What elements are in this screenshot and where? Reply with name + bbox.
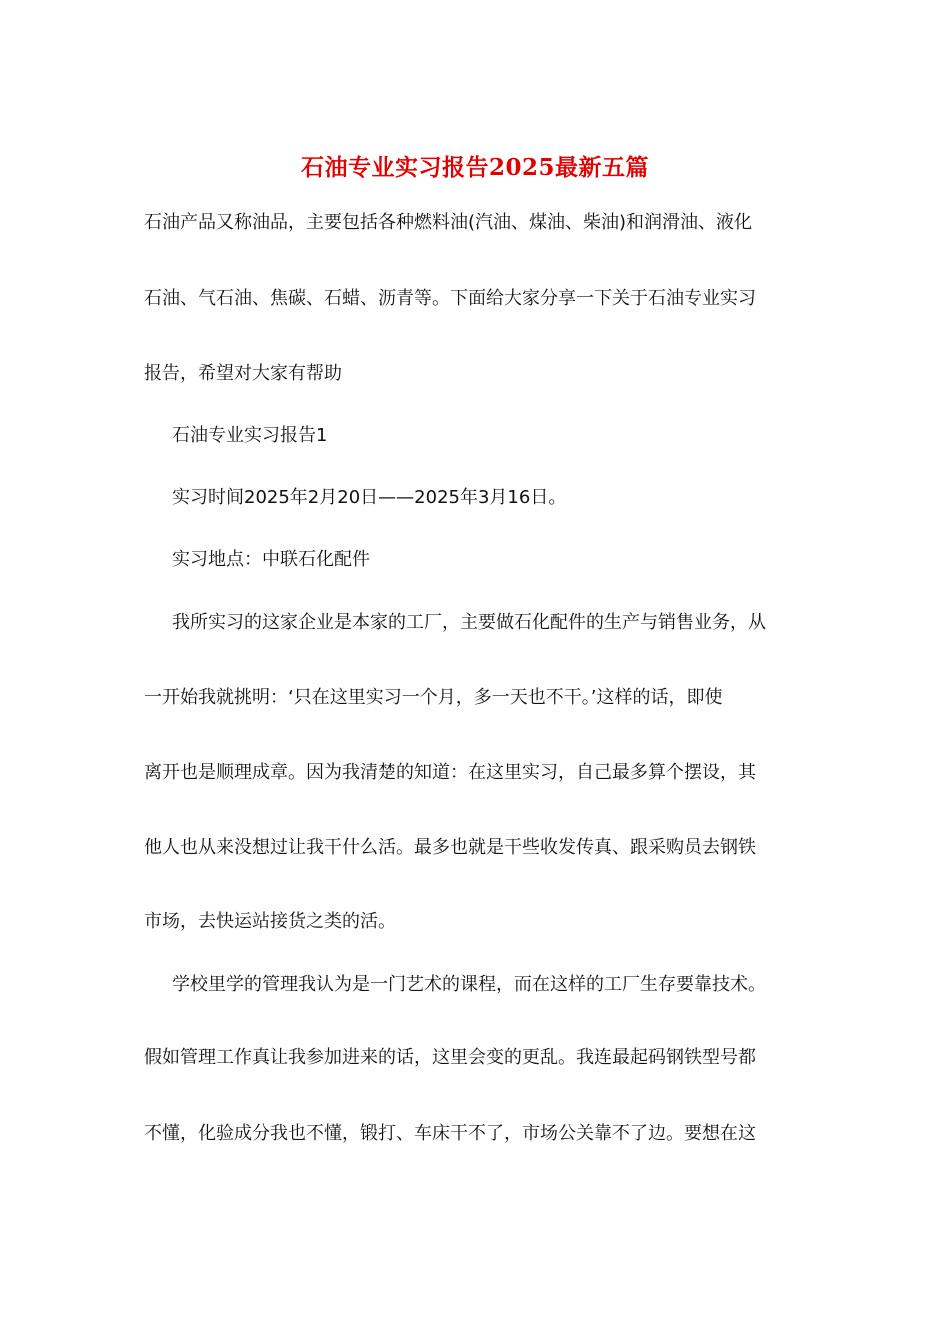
paragraph-line: 假如管理工作真让我参加进来的话，这里会变的更乱。我连最起码钢铁型号都 (144, 1047, 756, 1068)
document-title: 石油专业实习报告2025最新五篇 (300, 154, 649, 181)
section-heading: 石油专业实习报告1 (172, 425, 328, 446)
paragraph-line: 石油、气石油、焦碳、石蜡、沥青等。下面给大家分享一下关于石油专业实习 (144, 288, 756, 309)
paragraph-line: 学校里学的管理我认为是一门艺术的课程，而在这样的工厂生存要靠技术。 (172, 974, 766, 995)
paragraph-line: 他人也从来没想过让我干什么活。最多也就是干些收发传真、跟采购员去钢铁 (144, 837, 756, 858)
paragraph-line: 市场，去快运站接货之类的活。 (144, 911, 396, 932)
paragraph-line: 一开始我就挑明：‘只在这里实习一个月，多一天也不干。’这样的话，即使 (144, 687, 723, 708)
paragraph-line: 报告，希望对大家有帮助 (144, 363, 342, 384)
paragraph-line: 不懂，化验成分我也不懂，锻打、车床干不了，市场公关靠不了边。要想在这 (144, 1123, 756, 1144)
internship-time: 实习时间2025年2月20日——2025年3月16日。 (172, 487, 567, 508)
paragraph-line: 离开也是顺理成章。因为我清楚的知道：在这里实习，自己最多算个摆设，其 (144, 762, 756, 783)
internship-location: 实习地点：中联石化配件 (172, 549, 370, 570)
paragraph-line: 我所实习的这家企业是本家的工厂，主要做石化配件的生产与销售业务，从 (172, 612, 766, 633)
paragraph-line: 石油产品又称油品，主要包括各种燃料油(汽油、煤油、柴油)和润滑油、液化 (144, 212, 753, 233)
